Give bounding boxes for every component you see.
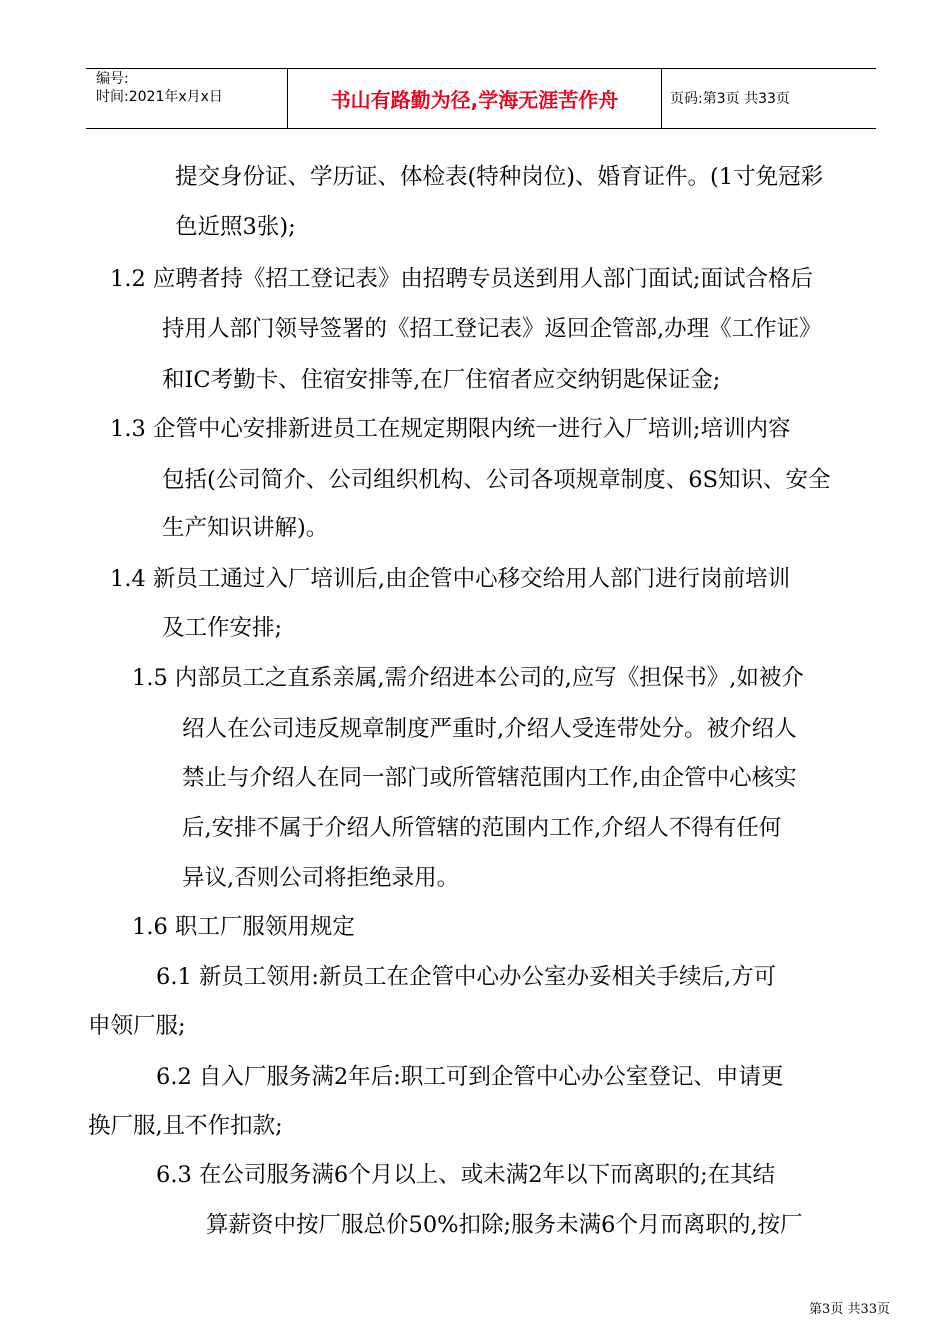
header-info-cell (86, 69, 288, 128)
document-number-label: 编号: (96, 71, 129, 87)
body-line: 1.5 内部员工之直系亲属,需介绍进本公司的,应写《担保书》,如被介 (132, 665, 804, 691)
header-page-cell (662, 69, 876, 128)
body-line: 6.3 在公司服务满6个月以上、或未满2年以下而离职的;在其结 (156, 1162, 776, 1188)
body-line: 包括(公司简介、公司组织机构、公司各项规章制度、6S知识、安全 (162, 467, 831, 493)
header-page-number: 页码:第3页 共33页 (670, 91, 790, 107)
body-line: 持用人部门领导签署的《招工登记表》返回企管部,办理《工作证》 (162, 316, 822, 342)
body-line: 和IC考勤卡、住宿安排等,在厂住宿者应交纳钥匙保证金; (162, 367, 721, 393)
body-line: 申领厂服; (88, 1013, 186, 1039)
body-line: 1.3 企管中心安排新进员工在规定期限内统一进行入厂培训;培训内容 (110, 416, 791, 442)
body-line: 提交身份证、学历证、体检表(特种岗位)、婚育证件。(1寸免冠彩 (175, 164, 824, 190)
document-time-label: 时间:2021年x月x日 (96, 89, 223, 105)
body-line: 1.6 职工厂服领用规定 (132, 914, 355, 940)
body-line: 6.2 自入厂服务满2年后:职工可到企管中心办公室登记、申请更 (156, 1064, 784, 1090)
body-line: 后,安排不属于介绍人所管辖的范围内工作,介绍人不得有任何 (182, 815, 782, 841)
body-line: 1.4 新员工通过入厂培训后,由企管中心移交给用人部门进行岗前培训 (110, 566, 791, 592)
body-line: 生产知识讲解)。 (162, 515, 329, 541)
body-line: 6.1 新员工领用:新员工在企管中心办公室办妥相关手续后,方可 (156, 964, 777, 990)
header-motto-cell (288, 69, 662, 128)
body-line: 色近照3张); (175, 214, 296, 240)
body-line: 禁止与介绍人在同一部门或所管辖范围内工作,由企管中心核实 (182, 765, 797, 791)
body-line: 1.2 应聘者持《招工登记表》由招聘专员送到用人部门面试;面试合格后 (110, 266, 814, 292)
body-line: 换厂服,且不作扣款; (88, 1113, 283, 1139)
body-line: 异议,否则公司将拒绝录用。 (182, 865, 460, 891)
footer-page-number: 第3页 共33页 (809, 1302, 890, 1317)
body-line: 算薪资中按厂服总价50%扣除;服务未满6个月而离职的,按厂 (206, 1212, 803, 1238)
header-motto: 书山有路勤为径,学海无涯苦作舟 (330, 88, 619, 112)
header-table (86, 68, 876, 129)
body-line: 及工作安排; (162, 615, 283, 641)
body-line: 绍人在公司违反规章制度严重时,介绍人受连带处分。被介绍人 (182, 716, 797, 742)
